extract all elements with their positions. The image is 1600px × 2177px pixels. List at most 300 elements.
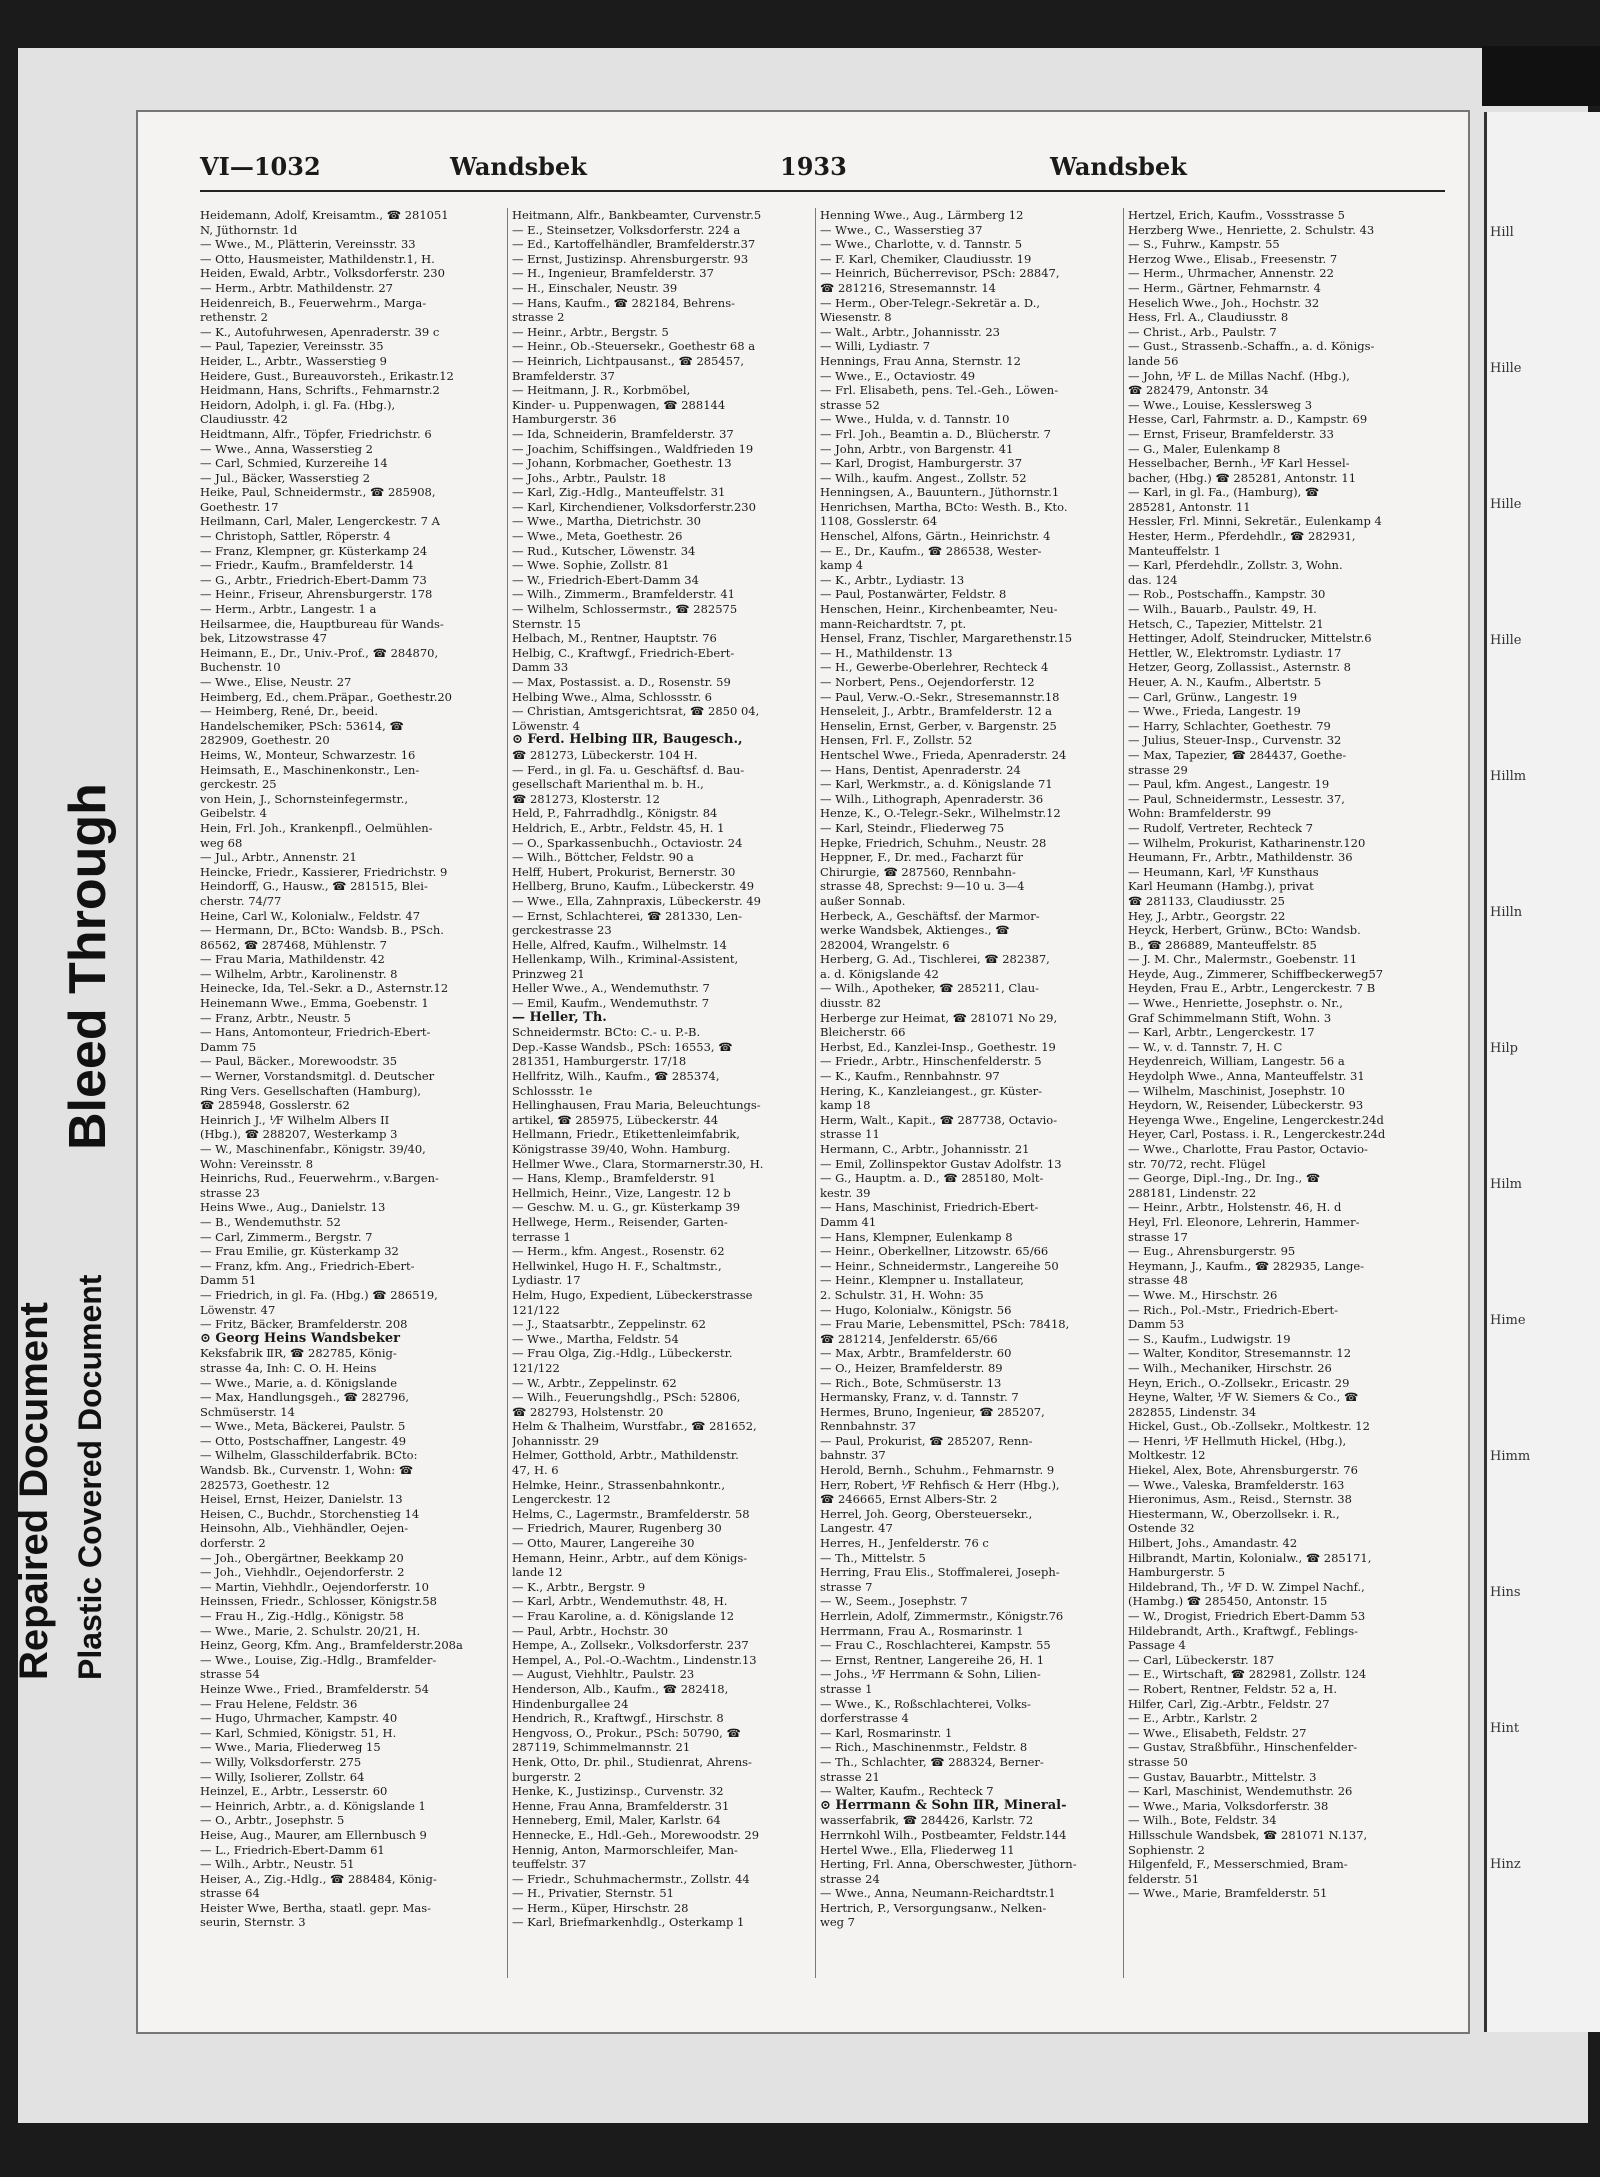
directory-entry: Henze, K., O.-Telegr.-Sekr., Wilhelmstr.12 xyxy=(820,806,1061,821)
directory-entry: Heisen, C., Buchdr., Storchenstieg 14 xyxy=(200,1506,420,1521)
directory-entry: Heinzel, E., Arbtr., Lesserstr. 60 xyxy=(200,1784,388,1799)
directory-entry: — Wwe. Sophie, Zollstr. 81 xyxy=(512,558,670,573)
directory-entry: Hetsch, C., Tapezier, Mittelstr. 21 xyxy=(1128,616,1324,631)
adjacent-fragment: Hille xyxy=(1490,633,1522,648)
directory-entry: Hettler, W., Elektromstr. Lydiastr. 17 xyxy=(1128,645,1342,660)
directory-entry: Heidemann, Adolf, Kreisamtm., ☎ 281051 xyxy=(200,208,449,222)
adjacent-fragment: Hillm xyxy=(1490,769,1527,784)
directory-entry: Henk, Otto, Dr. phil., Studienrat, Ahrens- xyxy=(512,1754,752,1769)
directory-entry: Helms, C., Lagermstr., Bramfelderstr. 58 xyxy=(512,1506,750,1521)
directory-entry: — Hugo, Uhrmacher, Kampstr. 40 xyxy=(200,1711,398,1726)
directory-entry: 2. Schulstr. 31, H. Wohn: 35 xyxy=(820,1287,984,1302)
directory-entry: Hellinghausen, Frau Maria, Beleuchtungs- xyxy=(512,1098,761,1113)
adjacent-fragment: Hille xyxy=(1490,361,1522,376)
directory-entry: — Gust., Strassenb.-Schaffn., a. d. Königs- xyxy=(1128,339,1375,354)
column-divider xyxy=(507,208,508,1978)
directory-entry: Hamburgerstr. 36 xyxy=(512,412,617,427)
directory-entry: werke Wandsbek, Aktienges., ☎ xyxy=(820,923,1010,938)
directory-entry: — Friedr., Schuhmachermstr., Zollstr. 44 xyxy=(512,1871,750,1886)
directory-entry: — Heller, Th. xyxy=(512,1010,607,1025)
directory-entry: — Karl, Briefmarkenhdlg., Osterkamp 1 xyxy=(512,1915,745,1930)
directory-entry: — Wwe., Meta, Goethestr. 26 xyxy=(512,529,683,544)
directory-entry: — Karl, Pferdehdlr., Zollstr. 3, Wohn. xyxy=(1128,558,1343,573)
directory-entry: — Heinr., Schneidermstr., Langereihe 50 xyxy=(820,1258,1059,1273)
directory-entry: Herr, Robert, ⅟F Rehfisch & Herr (Hbg.), xyxy=(820,1477,1060,1492)
directory-entry: Hettinger, Adolf, Steindrucker, Mittelstr.6 xyxy=(1128,631,1372,646)
directory-entry: — Wwe., Henriette, Josephstr. o. Nr., xyxy=(1128,996,1343,1011)
directory-entry: Heilmann, Carl, Maler, Lengerckestr. 7 A xyxy=(200,514,440,529)
directory-entry: Claudiusstr. 42 xyxy=(200,412,288,427)
directory-entry: strasse 50 xyxy=(1128,1754,1188,1769)
page-header xyxy=(200,152,1445,186)
directory-entry: — W., Arbtr., Zeppelinstr. 62 xyxy=(512,1375,677,1390)
directory-entry: Hellwinkel, Hugo H. F., Schaltmstr., xyxy=(512,1258,722,1273)
directory-entry: 288181, Lindenstr. 22 xyxy=(1128,1185,1257,1200)
adjacent-fragment: Hinz xyxy=(1490,1857,1521,1872)
directory-entry: a. d. Königslande 42 xyxy=(820,966,939,981)
directory-entry: Wiesenstr. 8 xyxy=(820,310,892,325)
directory-entry: Hemann, Heinr., Arbtr., auf dem Königs- xyxy=(512,1550,748,1565)
directory-entry: Hiestermann, W., Oberzollsekr. i. R., xyxy=(1128,1506,1340,1521)
directory-entry: Damm 33 xyxy=(512,660,569,675)
directory-entry: Schmüserstr. 14 xyxy=(200,1404,295,1419)
directory-entry: Herberg, G. Ad., Tischlerei, ☎ 282387, xyxy=(820,952,1050,967)
directory-entry: Henschen, Heinr., Kirchenbeamter, Neu- xyxy=(820,602,1058,617)
directory-entry: Hillsschule Wandsbek, ☎ 281071 N.137, xyxy=(1128,1827,1368,1842)
directory-entry: Hertzel, Erich, Kaufm., Vossstrasse 5 xyxy=(1128,208,1345,222)
directory-entry: Königstrasse 39/40, Wohn. Hamburg. xyxy=(512,1142,731,1156)
directory-entry: ☎ 285948, Gosslerstr. 62 xyxy=(200,1098,350,1113)
directory-entry: — Frau Olga, Zig.-Hdlg., Lübeckerstr. xyxy=(512,1346,733,1361)
directory-entry: — Martin, Viehhdlr., Oejendorferstr. 10 xyxy=(200,1579,429,1594)
directory-entry: Helbig, C., Kraftwgf., Friedrich-Ebert- xyxy=(512,645,735,660)
directory-entry: — Karl, Schmied, Königstr. 51, H. xyxy=(200,1725,397,1740)
directory-entry: Heidtmann, Alfr., Töpfer, Friedrichstr. 6 xyxy=(200,426,432,441)
directory-entry: — Hans, Dentist, Apenraderstr. 24 xyxy=(820,762,1021,777)
directory-entry: strasse 29 xyxy=(1128,762,1188,777)
directory-entry: Hickel, Gust., Ob.-Zollsekr., Moltkestr. 12 xyxy=(1128,1419,1370,1434)
directory-entry: — Wilhelm, Glasschilderfabrik. BCto: xyxy=(200,1448,418,1463)
directory-entry: 1108, Gosslerstr. 64 xyxy=(820,514,938,529)
directory-entry: Henschel, Alfons, Gärtn., Heinrichstr. 4 xyxy=(820,529,1051,544)
directory-entry: — Frau Karoline, a. d. Königslande 12 xyxy=(512,1609,735,1623)
directory-entry: — George, Dipl.-Ing., Dr. Ing., ☎ xyxy=(1128,1171,1321,1186)
directory-entry: teuffelstr. 37 xyxy=(512,1857,587,1872)
directory-entry: (Hbg.), ☎ 288207, Westerkamp 3 xyxy=(200,1127,398,1142)
directory-entry: — Paul, Schneidermstr., Lessestr. 37, xyxy=(1128,791,1345,806)
adjacent-fragment: Hins xyxy=(1490,1585,1521,1600)
directory-entry: Heydolph Wwe., Anna, Manteuffelstr. 31 xyxy=(1128,1069,1365,1084)
directory-entry: — Paul, Tapezier, Vereinsstr. 35 xyxy=(200,339,384,354)
directory-entry: gesellschaft Marienthal m. b. H., xyxy=(512,777,704,792)
directory-entry: Herrmann, Frau A., Rosmarinstr. 1 xyxy=(820,1623,1024,1638)
directory-entry: weg 7 xyxy=(820,1915,855,1930)
directory-entry: — Frau H., Zig.-Hdlg., Königstr. 58 xyxy=(200,1609,404,1623)
directory-entry: — E., Steinsetzer, Volksdorferstr. 224 a xyxy=(512,222,741,237)
directory-entry: — Franz, Klempner, gr. Küsterkamp 24 xyxy=(200,543,428,558)
directory-entry: — Johs., ⅟F Herrmann & Sohn, Lilien- xyxy=(820,1667,1041,1682)
directory-entry: — Frau C., Roschlachterei, Kampstr. 55 xyxy=(820,1638,1051,1653)
directory-entry: Hengvoss, O., Prokur., PSch: 50790, ☎ xyxy=(512,1725,741,1740)
directory-entry: — Heinr., Arbtr., Holstenstr. 46, H. d xyxy=(1128,1200,1342,1215)
directory-entry: Hildebrandt, Arth., Kraftwgf., Feblings- xyxy=(1128,1623,1359,1638)
directory-entry: Goethestr. 17 xyxy=(200,499,279,514)
directory-entry: — Wilh., Bote, Feldstr. 34 xyxy=(1128,1813,1277,1828)
directory-entry: — Wwe., Marie, a. d. Königslande xyxy=(200,1375,398,1390)
directory-entry: — Paul, Verw.-O.-Sekr., Stresemannstr.18 xyxy=(820,689,1060,704)
directory-entry: strasse 1 xyxy=(820,1681,873,1696)
directory-entry: — Wwe., K., Roßschlachterei, Volks- xyxy=(820,1696,1031,1711)
directory-entry: — W., Drogist, Friedrich Ebert-Damm 53 xyxy=(1128,1609,1366,1623)
directory-entry: — Max, Postassist. a. D., Rosenstr. 59 xyxy=(512,675,731,689)
directory-entry: Herzberg Wwe., Henriette, 2. Schulstr. 43 xyxy=(1128,222,1375,237)
directory-entry: Helbach, M., Rentner, Hauptstr. 76 xyxy=(512,631,717,646)
directory-entry: — Emil, Kaufm., Wendemuthstr. 7 xyxy=(512,996,710,1011)
directory-entry: — Rud., Kutscher, Löwenstr. 34 xyxy=(512,543,696,558)
directory-entry: — Wwe., Martha, Dietrichstr. 30 xyxy=(512,514,701,529)
directory-entry: Heidere, Gust., Bureauvorsteh., Erikastr.12 xyxy=(200,368,454,383)
directory-entry: — K., Arbtr., Bergstr. 9 xyxy=(512,1579,646,1594)
directory-entry: strasse 48 xyxy=(1128,1273,1188,1288)
directory-entry: — Wilh., Feuerungshdlg., PSch: 52806, xyxy=(512,1390,741,1405)
directory-entry: — Gustav, Straßbführ., Hinschenfelder- xyxy=(1128,1740,1358,1755)
directory-entry: lande 12 xyxy=(512,1565,563,1580)
directory-entry: — Otto, Maurer, Langereihe 30 xyxy=(512,1536,695,1551)
directory-entry: Johannisstr. 29 xyxy=(512,1433,599,1448)
directory-entry: — Heumann, Karl, ⅟F Kunsthaus xyxy=(1128,864,1319,879)
directory-entry: Herbeck, A., Geschäftsf. der Marmor- xyxy=(820,908,1040,923)
directory-entry: Heyden, Frau E., Arbtr., Lengerckestr. 7 B xyxy=(1128,981,1376,996)
directory-entry: — Wilh., Bauarb., Paulstr. 49, H. xyxy=(1128,602,1317,617)
directory-entry: — E., Wirtschaft, ☎ 282981, Zollstr. 124 xyxy=(1128,1667,1367,1682)
directory-entry: — Wwe., Louise, Zig.-Hdlg., Bramfelder- xyxy=(200,1652,437,1667)
directory-entry: — Wwe. M., Hirschstr. 26 xyxy=(1128,1287,1278,1302)
directory-entry: Hertel Wwe., Ella, Fliederweg 11 xyxy=(820,1842,1015,1857)
directory-entry: — Friedr., Arbtr., Hinschenfelderstr. 5 xyxy=(820,1054,1042,1069)
directory-entry: — Wwe., Hulda, v. d. Tannstr. 10 xyxy=(820,412,1010,427)
directory-entry: Handelschemiker, PSch: 53614, ☎ xyxy=(200,718,404,733)
directory-entry: — Karl, Maschinist, Wendemuthstr. 26 xyxy=(1128,1784,1353,1799)
directory-entry: — Wwe., M., Plätterin, Vereinsstr. 33 xyxy=(200,237,416,252)
directory-entry: Hein, Frl. Joh., Krankenpfl., Oelmühlen- xyxy=(200,820,433,835)
directory-entry: strasse 64 xyxy=(200,1886,260,1901)
directory-entry: — Wilh., kaufm. Angest., Zollstr. 52 xyxy=(820,470,1027,485)
directory-entry: — Wwe., Ella, Zahnpraxis, Lübeckerstr. 49 xyxy=(512,893,761,908)
directory-entry: Hilbert, Johs., Amandastr. 42 xyxy=(1128,1536,1298,1551)
directory-entry: Heyck, Herbert, Grünw., BCto: Wandsb. xyxy=(1128,923,1361,938)
directory-entry: von Hein, J., Schornsteinfegermstr., xyxy=(200,791,409,806)
directory-entry: — Wwe., Elise, Neustr. 27 xyxy=(200,675,352,689)
directory-entry: burgerstr. 2 xyxy=(512,1769,582,1784)
directory-entry: Heinz, Georg, Kfm. Ang., Bramfelderstr.208a xyxy=(200,1638,463,1653)
directory-entry: — Carl, Lübeckerstr. 187 xyxy=(1128,1652,1275,1667)
directory-entry: — H., Ingenieur, Bramfelderstr. 37 xyxy=(512,266,714,281)
column-2 xyxy=(512,208,810,1978)
directory-entry: Prinzweg 21 xyxy=(512,966,585,981)
directory-entry: 282855, Lindenstr. 34 xyxy=(1128,1404,1257,1419)
directory-entry: — Wilh., Arbtr., Neustr. 51 xyxy=(200,1857,355,1872)
directory-entry: Hellberg, Bruno, Kaufm., Lübeckerstr. 49 xyxy=(512,879,755,894)
directory-entry: Heuer, A. N., Kaufm., Albertstr. 5 xyxy=(1128,675,1322,689)
directory-entry: Heyl, Frl. Eleonore, Lehrerin, Hammer- xyxy=(1128,1214,1360,1229)
directory-entry: — O., Heizer, Bramfelderstr. 89 xyxy=(820,1360,1003,1375)
directory-entry: — Wwe., Anna, Neumann-Reichardtstr.1 xyxy=(820,1886,1056,1901)
page-number: VI—1032 xyxy=(200,152,321,181)
directory-entry: — Christoph, Sattler, Röperstr. 4 xyxy=(200,529,391,544)
directory-entry: Hermes, Bruno, Ingenieur, ☎ 285207, xyxy=(820,1404,1045,1419)
directory-entry: Heincke, Friedr., Kassierer, Friedrichstr. 9 xyxy=(200,864,448,879)
directory-entry: — Wwe., Martha, Feldstr. 54 xyxy=(512,1331,679,1346)
directory-entry: Henrichsen, Martha, BCto: Westh. B., Kto. xyxy=(820,499,1068,514)
directory-entry: Hellfritz, Wilh., Kaufm., ☎ 285374, xyxy=(512,1069,720,1084)
directory-entry: Henne, Frau Anna, Bramfelderstr. 31 xyxy=(512,1798,730,1813)
directory-entry: — Gustav, Bauarbtr., Mittelstr. 3 xyxy=(1128,1769,1317,1784)
directory-entry: Hempe, A., Zollsekr., Volksdorferstr. 237 xyxy=(512,1638,749,1653)
directory-entry: — Wilh., Böttcher, Feldstr. 90 a xyxy=(512,850,694,865)
directory-entry: — John, ⅟F L. de Millas Nachf. (Hbg.), xyxy=(1128,368,1350,383)
directory-entry: das. 124 xyxy=(1128,572,1178,587)
directory-entry: — Karl, Rosmarinstr. 1 xyxy=(820,1725,953,1740)
directory-entry: Helm & Thalheim, Wurstfabr., ☎ 281652, xyxy=(512,1419,757,1434)
directory-entry: — Carl, Schmied, Kurzereihe 14 xyxy=(200,456,388,471)
directory-entry: — Hans, Maschinist, Friedrich-Ebert- xyxy=(820,1200,1039,1215)
adjacent-fragment: Hilp xyxy=(1490,1041,1518,1056)
directory-entry: Herting, Frl. Anna, Oberschwester, Jüthorn- xyxy=(820,1857,1077,1872)
corner-shadow xyxy=(1482,46,1600,106)
directory-entry: Löwenstr. 4 xyxy=(512,718,581,733)
directory-entry: Hildebrand, Th., ⅟F D. W. Zimpel Nachf., xyxy=(1128,1579,1365,1594)
directory-entry: — Wwe., Charlotte, Frau Pastor, Octavio- xyxy=(1128,1142,1368,1156)
directory-entry: Heydenreich, William, Langestr. 56 a xyxy=(1128,1054,1345,1069)
directory-entry: — Frau Marie, Lebensmittel, PSch: 78418, xyxy=(820,1317,1070,1332)
directory-entry: Moltkestr. 12 xyxy=(1128,1448,1206,1463)
directory-entry: Hieronimus, Asm., Reisd., Sternstr. 38 xyxy=(1128,1492,1352,1507)
directory-entry: Heimann, E., Dr., Univ.-Prof., ☎ 284870, xyxy=(200,645,439,660)
directory-entry: — H., Privatier, Sternstr. 51 xyxy=(512,1886,674,1901)
directory-entry: — Frau Maria, Mathildenstr. 42 xyxy=(200,952,385,967)
directory-entry: kamp 18 xyxy=(820,1098,871,1113)
directory-entry: Herzog Wwe., Elisab., Freesenstr. 7 xyxy=(1128,251,1338,266)
directory-entry: — Wilhelm, Schlossermstr., ☎ 282575 xyxy=(512,602,738,617)
directory-entry: — Ferd., in gl. Fa. u. Geschäftsf. d. Bau- xyxy=(512,762,745,777)
directory-entry: — Franz, kfm. Ang., Friedrich-Ebert- xyxy=(200,1258,415,1273)
column-4 xyxy=(1128,208,1426,1978)
directory-entry: — Hugo, Kolonialw., Königstr. 56 xyxy=(820,1302,1012,1317)
directory-entry: Heiden, Ewald, Arbtr., Volksdorferstr. 230 xyxy=(200,266,445,281)
adjacent-fragment: Hilln xyxy=(1490,905,1523,920)
directory-entry: Herbst, Ed., Kanzlei-Insp., Goethestr. 19 xyxy=(820,1039,1056,1054)
directory-entry: Heyn, Erich., O.-Zollsekr., Ericastr. 29 xyxy=(1128,1375,1350,1390)
directory-entry: Herrlein, Adolf, Zimmermstr., Königstr.76 xyxy=(820,1609,1064,1623)
directory-entry: — Paul, Arbtr., Hochstr. 30 xyxy=(512,1623,669,1638)
directory-entry: strasse 52 xyxy=(820,397,880,412)
directory-entry: Heydorn, W., Reisender, Lübeckerstr. 93 xyxy=(1128,1098,1364,1113)
directory-entry: — Rich., Bote, Schmüserstr. 13 xyxy=(820,1375,1002,1390)
directory-entry: lande 56 xyxy=(1128,353,1179,368)
directory-entry: Heidenreich, B., Feuerwehrm., Marga- xyxy=(200,295,427,310)
directory-entry: Heider, L., Arbtr., Wasserstieg 9 xyxy=(200,353,387,368)
directory-entry: Heselich Wwe., Joh., Hochstr. 32 xyxy=(1128,295,1320,310)
directory-entry: Hess, Frl. A., Claudiusstr. 8 xyxy=(1128,310,1289,325)
directory-entry: 86562, ☎ 287468, Mühlenstr. 7 xyxy=(200,937,387,952)
directory-entry: — Ernst, Justizinsp. Ahrensburgerstr. 93 xyxy=(512,251,749,266)
directory-entry: — Emil, Zollinspektor Gustav Adolfstr. 13 xyxy=(820,1156,1062,1171)
directory-entry: — H., Mathildenstr. 13 xyxy=(820,645,953,660)
directory-entry: — O., Sparkassenbuchh., Octaviostr. 24 xyxy=(512,835,743,850)
directory-entry: Keksfabrik ⅡR, ☎ 282785, König- xyxy=(200,1346,397,1361)
directory-entry: Heims, W., Monteur, Schwarzestr. 16 xyxy=(200,747,416,762)
directory-entry: — Franz, Arbtr., Neustr. 5 xyxy=(200,1010,351,1025)
directory-entry: Heyenga Wwe., Engeline, Lengerckestr.24d xyxy=(1128,1112,1384,1127)
directory-entry: Hennecke, E., Hdl.-Geh., Morewoodstr. 29 xyxy=(512,1827,760,1842)
adjacent-fragment: Hime xyxy=(1490,1313,1526,1328)
directory-entry: — Wilhelm, Maschinist, Josephstr. 10 xyxy=(1128,1083,1345,1098)
directory-entry: Hempel, A., Pol.-O.-Wachtm., Lindenstr.13 xyxy=(512,1652,757,1667)
directory-entry: Geibelstr. 4 xyxy=(200,806,267,821)
directory-entry: — Wilh., Zimmerm., Bramfelderstr. 41 xyxy=(512,587,735,602)
adjacent-fragment: Hint xyxy=(1490,1721,1520,1736)
directory-entry: — E., Arbtr., Karlstr. 2 xyxy=(1128,1711,1258,1726)
directory-entry: — Herm., kfm. Angest., Rosenstr. 62 xyxy=(512,1244,725,1259)
directory-entry: Heymann, J., Kaufm., ☎ 282935, Lange- xyxy=(1128,1258,1365,1273)
directory-entry: — Karl, Steindr., Fliederweg 75 xyxy=(820,820,1005,835)
directory-entry: Heimsath, E., Maschinenkonstr., Len- xyxy=(200,762,420,777)
directory-entry: terrasse 1 xyxy=(512,1229,571,1244)
directory-entry: 121/122 xyxy=(512,1302,560,1317)
directory-entry: Heyde, Aug., Zimmerer, Schiffbeckerweg57 xyxy=(1128,966,1384,981)
directory-entry: ☎ 282793, Holstenstr. 20 xyxy=(512,1404,664,1419)
directory-entry: Henderson, Alb., Kaufm., ☎ 282418, xyxy=(512,1681,729,1696)
directory-entry: — Ernst, Schlachterei, ☎ 281330, Len- xyxy=(512,908,743,923)
directory-entry: dorferstr. 2 xyxy=(200,1536,266,1551)
directory-entry: — Wilh., Lithograph, Apenraderstr. 36 xyxy=(820,791,1044,806)
directory-entry: — Herm., Küper, Hirschstr. 28 xyxy=(512,1900,689,1915)
directory-entry: — Willy, Isolierer, Zollstr. 64 xyxy=(200,1769,365,1784)
directory-entry: — K., Arbtr., Lydiastr. 13 xyxy=(820,572,965,587)
directory-entry: — Fritz, Bäcker, Bramfelderstr. 208 xyxy=(200,1317,408,1332)
adjacent-page-text xyxy=(1490,220,1600,1988)
city-right: Wandsbek xyxy=(1050,152,1187,181)
directory-entry: — Frau Emilie, gr. Küsterkamp 32 xyxy=(200,1244,399,1259)
directory-entry: strasse 7 xyxy=(820,1579,873,1594)
directory-entry: 47, H. 6 xyxy=(512,1463,559,1478)
directory-entry: Hilbrandt, Martin, Kolonialw., ☎ 285171, xyxy=(1128,1550,1372,1565)
directory-entry: — Otto, Hausmeister, Mathildenstr.1, H. xyxy=(200,251,435,266)
directory-entry: — Heimberg, René, Dr., beeid. xyxy=(200,704,378,719)
directory-entry: felderstr. 51 xyxy=(1128,1871,1200,1886)
directory-entry: Hennings, Frau Anna, Sternstr. 12 xyxy=(820,353,1021,368)
directory-entry: ☎ 281214, Jenfelderstr. 65/66 xyxy=(820,1331,998,1346)
directory-entry: — G., Arbtr., Friedrich-Ebert-Damm 73 xyxy=(200,572,427,587)
directory-entry: Herberge zur Heimat, ☎ 281071 No 29, xyxy=(820,1010,1058,1025)
directory-entry: Herres, H., Jenfelderstr. 76 c xyxy=(820,1536,989,1551)
directory-entry: Hiekel, Alex, Bote, Ahrensburgerstr. 76 xyxy=(1128,1463,1358,1478)
directory-entry: Heine, Carl W., Kolonialw., Feldstr. 47 xyxy=(200,908,421,923)
directory-entry: Lengerckestr. 12 xyxy=(512,1492,611,1507)
directory-entry: außer Sonnab. xyxy=(820,893,906,908)
directory-entry: — B., Wendemuthstr. 52 xyxy=(200,1214,341,1229)
directory-entry: — Wwe., C., Wasserstieg 37 xyxy=(820,222,983,237)
directory-entry: — Werner, Vorstandsmitgl. d. Deutscher xyxy=(200,1069,435,1084)
directory-entry: ☎ 281133, Claudiusstr. 25 xyxy=(1128,893,1285,908)
directory-entry: — Friedr., Kaufm., Bramfelderstr. 14 xyxy=(200,558,414,573)
directory-entry: — Robert, Rentner, Feldstr. 52 a, H. xyxy=(1128,1681,1337,1696)
directory-entry: Henneberg, Emil, Maler, Karlstr. 64 xyxy=(512,1813,721,1828)
directory-entry: strasse 17 xyxy=(1128,1229,1188,1244)
directory-entry: — Wilhelm, Prokurist, Katharinenstr.120 xyxy=(1128,835,1366,850)
directory-entry: Heister Wwe, Bertha, staatl. gepr. Mas- xyxy=(200,1900,432,1915)
directory-entry: strasse 4a, Inh: C. O. H. Heins xyxy=(200,1360,377,1375)
directory-entry: — Geschw. M. u. G., gr. Küsterkamp 39 xyxy=(512,1200,741,1215)
directory-entry: — Wwe., E., Octaviostr. 49 xyxy=(820,368,976,383)
directory-entry: — Joh., Viehhdlr., Oejendorferstr. 2 xyxy=(200,1565,405,1580)
directory-entry: — Julius, Steuer-Insp., Curvenstr. 32 xyxy=(1128,733,1342,748)
directory-entry: — Karl, Werkmstr., a. d. Königslande 71 xyxy=(820,777,1053,792)
directory-entry: Langestr. 47 xyxy=(820,1521,893,1536)
directory-entry: cherstr. 74/77 xyxy=(200,893,282,908)
directory-entry: — Heinr., Ob.-Steuersekr., Goethestr 68 a xyxy=(512,339,756,354)
directory-entry: Hennig, Anton, Marmorschleifer, Man- xyxy=(512,1842,738,1857)
directory-entry: Damm 53 xyxy=(1128,1317,1185,1332)
directory-entry: Heidmann, Hans, Schrifts., Fehmarnstr.2 xyxy=(200,383,440,398)
directory-entry: Heidorn, Adolph, i. gl. Fa. (Hbg.), xyxy=(200,397,396,412)
directory-entry: — Johann, Korbmacher, Goethestr. 13 xyxy=(512,456,732,471)
directory-entry: ☎ 281216, Stresemannstr. 14 xyxy=(820,280,996,295)
directory-entry: — Willy, Volksdorferstr. 275 xyxy=(200,1754,362,1769)
directory-entry: Rennbahnstr. 37 xyxy=(820,1419,917,1434)
directory-entry: — Wilh., Mechaniker, Hirschstr. 26 xyxy=(1128,1360,1332,1375)
column-divider xyxy=(1123,208,1124,1978)
directory-entry: Herrnkohl Wilh., Postbeamter, Feldstr.144 xyxy=(820,1827,1067,1842)
column-3 xyxy=(820,208,1118,1978)
directory-entry: — Carl, Grünw., Langestr. 19 xyxy=(1128,689,1298,704)
directory-entry: Buchenstr. 10 xyxy=(200,660,281,675)
directory-entry: kamp 4 xyxy=(820,558,864,573)
column-1 xyxy=(200,208,498,1978)
directory-entry: — Henri, ⅟F Hellmuth Hickel, (Hbg.), xyxy=(1128,1433,1347,1448)
directory-entry: — Carl, Zimmerm., Bergstr. 7 xyxy=(200,1229,373,1244)
directory-entry: — Paul, Prokurist, ☎ 285207, Renn- xyxy=(820,1433,1033,1448)
directory-entry: — W., Maschinenfabr., Königstr. 39/40, xyxy=(200,1142,426,1156)
directory-entry: — J. M. Chr., Malermstr., Goebenstr. 11 xyxy=(1128,952,1358,967)
directory-entry: — August, Viehhltr., Paulstr. 23 xyxy=(512,1667,695,1682)
directory-entry: 121/122 xyxy=(512,1360,560,1375)
directory-entry: Heppner, F., Dr. med., Facharzt für xyxy=(820,850,1024,865)
directory-entry: seurin, Sternstr. 3 xyxy=(200,1915,306,1930)
directory-entry: Heldrich, E., Arbtr., Feldstr. 45, H. 1 xyxy=(512,820,725,835)
directory-entry: — Karl, Arbtr., Lengerckestr. 17 xyxy=(1128,1025,1315,1040)
directory-entry: Hilfer, Carl, Zig.-Arbtr., Feldstr. 27 xyxy=(1128,1696,1330,1711)
directory-entry: Dep.-Kasse Wandsb., PSch: 16553, ☎ xyxy=(512,1039,733,1054)
directory-entry: Heyer, Carl, Postass. i. R., Lengerckestr.24d xyxy=(1128,1127,1386,1142)
directory-entry: — Herm., Gärtner, Fehmarnstr. 4 xyxy=(1128,280,1321,295)
directory-entry: — Wwe., Louise, Kesslersweg 3 xyxy=(1128,397,1313,412)
directory-entry: — Heinrich, Lichtpausanst., ☎ 285457, xyxy=(512,353,745,368)
directory-entry: Heisel, Ernst, Heizer, Danielstr. 13 xyxy=(200,1492,403,1507)
directory-entry: Hessler, Frl. Minni, Sekretär., Eulenkamp 4 xyxy=(1128,514,1382,529)
directory-entry: — Hans, Antomonteur, Friedrich-Ebert- xyxy=(200,1025,431,1040)
directory-entry: — W., Friedrich-Ebert-Damm 34 xyxy=(512,572,699,587)
directory-entry: str. 70/72, recht. Flügel xyxy=(1128,1156,1266,1171)
directory-entry: Hellmann, Friedr., Etikettenleimfabrik, xyxy=(512,1127,740,1142)
directory-entry: Henning Wwe., Aug., Lärmberg 12 xyxy=(820,208,1024,222)
directory-entry: Hester, Herm., Pferdehdlr., ☎ 282931, xyxy=(1128,529,1356,544)
directory-entry: — Eug., Ahrensburgerstr. 95 xyxy=(1128,1244,1296,1259)
directory-entry: (Hambg.) ☎ 285450, Antonstr. 15 xyxy=(1128,1594,1328,1609)
repaired-label: Repaired Document xyxy=(12,1302,56,1680)
directory-entry: Bramfelderstr. 37 xyxy=(512,368,615,383)
directory-entry: — Jul., Bäcker, Wasserstieg 2 xyxy=(200,470,371,485)
